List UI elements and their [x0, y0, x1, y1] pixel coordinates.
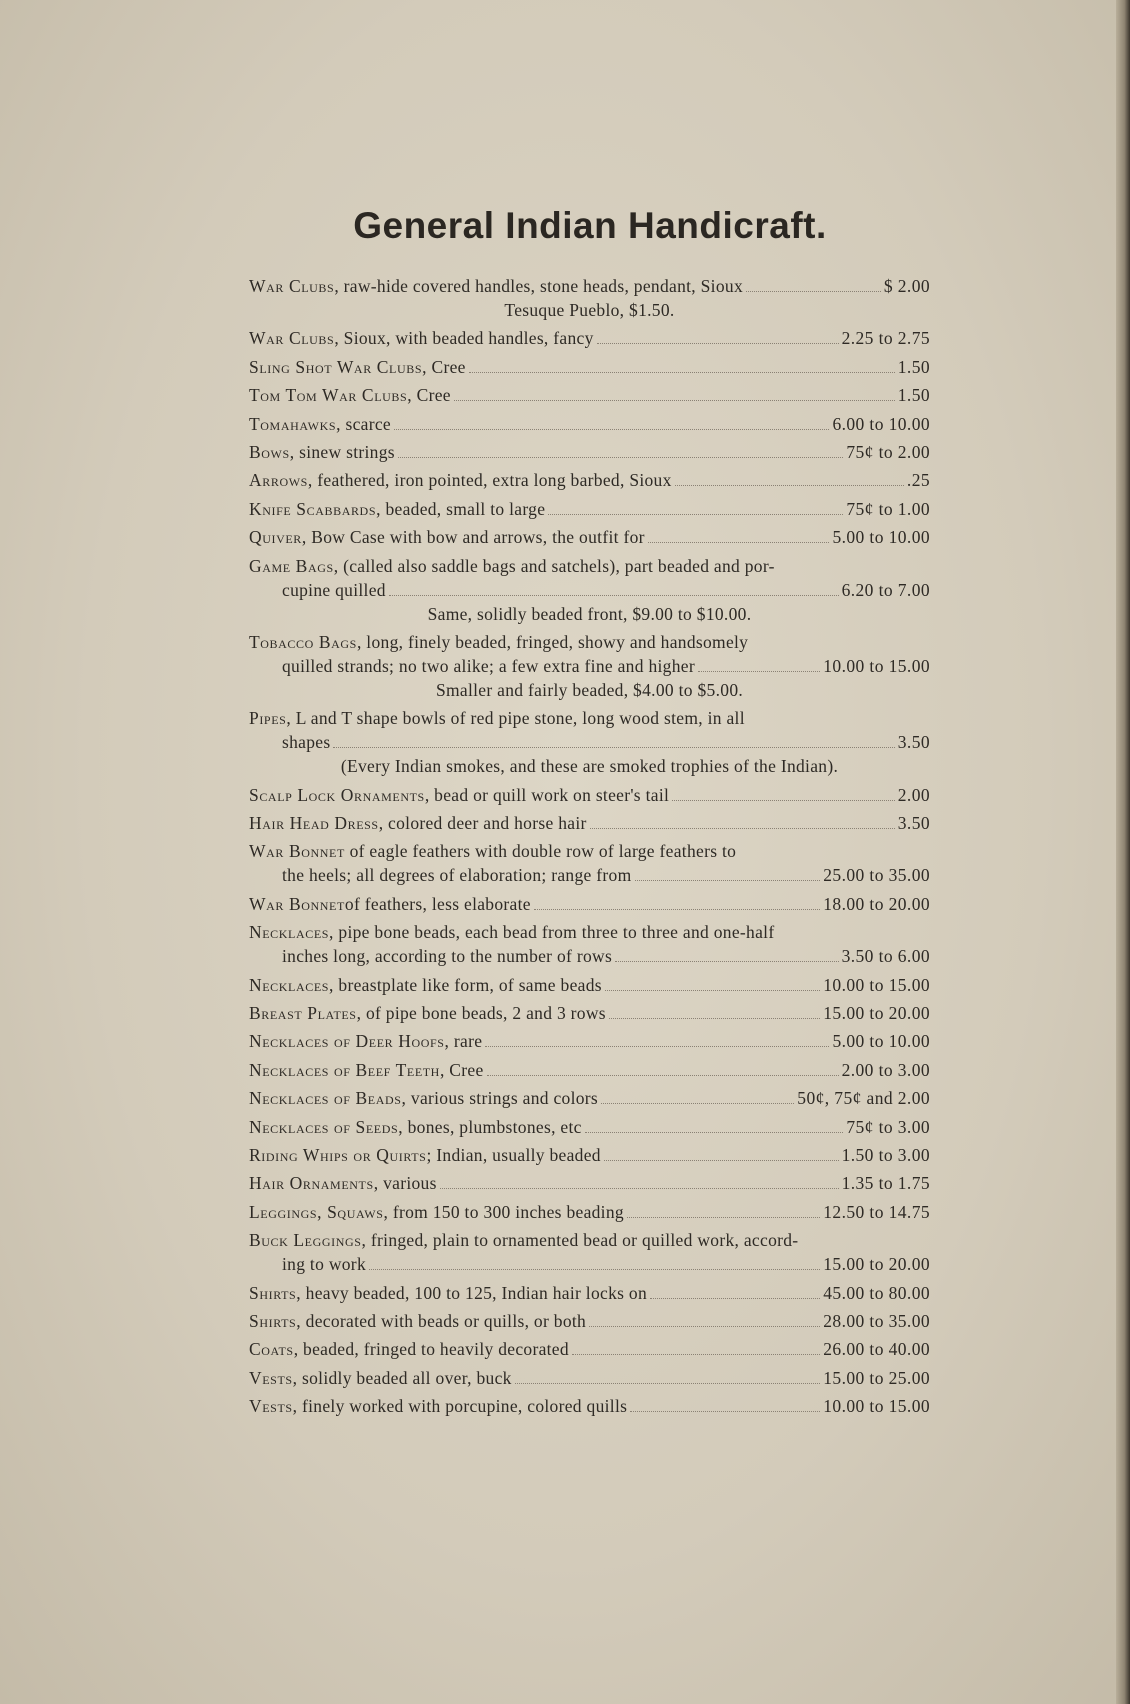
- item-price: 50¢, 75¢ and 2.00: [797, 1088, 930, 1109]
- page-edge: [1116, 0, 1130, 1704]
- item-price: 1.50 to 3.00: [841, 1144, 930, 1165]
- item-note: Same, solidly beaded front, $9.00 to $10.00.: [427, 603, 752, 624]
- item-first-line: [249, 973, 930, 997]
- item-name: Riding Whips or Quirts: [249, 1144, 427, 1165]
- item-description: , breastplate like form, of same beads: [329, 974, 602, 995]
- dot-leader: [672, 800, 895, 801]
- dot-leader: [572, 1354, 820, 1355]
- dot-leader: [548, 514, 843, 515]
- list-item: [249, 811, 930, 835]
- item-description: , various strings and colors: [401, 1088, 599, 1109]
- item-price: 6.00 to 10.00: [832, 413, 930, 434]
- item-price: 10.00 to 15.00: [823, 1396, 930, 1417]
- item-name: Pipes: [249, 708, 287, 729]
- item-description: , raw-hide covered handles, stone heads, pendant, Sioux: [334, 276, 743, 296]
- item-continuation: shapes: [282, 732, 331, 753]
- item-price: 2.00: [897, 784, 930, 805]
- item-name: Vests: [249, 1367, 293, 1388]
- item-continuation-line: [249, 654, 930, 678]
- item-first-line: [249, 497, 930, 521]
- list-item: [249, 1086, 930, 1110]
- item-name: Scalp Lock Ornaments: [249, 784, 425, 805]
- item-price: 2.00 to 3.00: [841, 1059, 930, 1080]
- item-first-line: [249, 1115, 930, 1139]
- dot-leader: [605, 990, 820, 991]
- dot-leader: [589, 1326, 820, 1327]
- list-item: [249, 1001, 930, 1025]
- item-description: , solidly beaded all over, buck: [292, 1367, 512, 1388]
- list-item: [249, 783, 930, 807]
- item-description: , heavy beaded, 100 to 125, Indian hair locks on: [296, 1282, 647, 1303]
- list-item: [249, 1029, 930, 1053]
- item-price: 75¢ to 2.00: [846, 441, 930, 462]
- item-price: 26.00 to 40.00: [823, 1339, 930, 1360]
- item-first-line: [249, 274, 930, 298]
- item-price: 18.00 to 20.00: [823, 893, 930, 914]
- item-description: , beaded, small to large: [376, 498, 546, 519]
- item-name: Shirts: [249, 1282, 297, 1303]
- list-item: [249, 274, 930, 322]
- list-item: [249, 468, 930, 492]
- dot-leader: [585, 1132, 844, 1133]
- item-price: 3.50: [897, 813, 930, 834]
- item-first-line: [249, 412, 930, 436]
- item-continuation-line: [249, 730, 930, 754]
- item-name: Sling Shot War Clubs: [249, 356, 423, 377]
- item-description: , Cree: [439, 1059, 484, 1080]
- item-description: , fringed, plain to ornamented bead or quilled work, accord-: [361, 1230, 799, 1251]
- item-description: , scarce: [336, 413, 391, 434]
- item-price: 15.00 to 25.00: [823, 1367, 930, 1388]
- item-description: of eagle feathers with double row of large feathers to: [344, 841, 737, 862]
- item-first-line: [249, 783, 930, 807]
- item-continuation: inches long, according to the number of rows: [282, 946, 613, 967]
- item-name: Arrows: [249, 470, 308, 491]
- list-item: [249, 383, 930, 407]
- item-price: 15.00 to 20.00: [823, 1003, 930, 1024]
- dot-leader: [515, 1383, 821, 1384]
- dot-leader: [630, 1411, 820, 1412]
- item-name: Bows: [249, 441, 290, 462]
- item-description: , Cree: [422, 356, 466, 377]
- item-first-line: [249, 839, 930, 863]
- list-item: [249, 839, 930, 887]
- list-item: [249, 1366, 930, 1390]
- item-price: 12.50 to 14.75: [823, 1201, 930, 1222]
- dot-leader: [333, 747, 894, 748]
- dot-leader: [394, 429, 829, 430]
- item-first-line: [249, 1309, 930, 1333]
- dot-leader: [609, 1018, 820, 1019]
- list-item: [249, 1058, 930, 1082]
- item-name: Necklaces of Beads: [249, 1088, 402, 1109]
- item-description: , feathered, iron pointed, extra long barbed, Sioux: [307, 470, 672, 491]
- item-first-line: [249, 440, 930, 464]
- item-first-line: [249, 383, 930, 407]
- item-price: 15.00 to 20.00: [823, 1254, 930, 1275]
- item-name: Buck Leggings: [249, 1230, 362, 1251]
- item-first-line: [249, 1228, 930, 1252]
- item-price: .25: [906, 470, 930, 491]
- item-name: Shirts: [249, 1310, 297, 1331]
- dot-leader: [601, 1103, 794, 1104]
- item-first-line: [249, 1366, 930, 1390]
- list-item: [249, 1337, 930, 1361]
- item-note: (Every Indian smokes, and these are smoked trophies of the Indian).: [340, 756, 839, 777]
- list-item: [249, 1171, 930, 1195]
- item-description: , colored deer and horse hair: [378, 813, 587, 834]
- item-description: , from 150 to 300 inches beading: [383, 1201, 624, 1222]
- item-first-line: [249, 892, 930, 916]
- list-item: [249, 497, 930, 521]
- item-name: Necklaces: [249, 974, 330, 995]
- dot-leader: [648, 542, 830, 543]
- item-description: , Bow Case with bow and arrows, the outfit for: [301, 527, 645, 548]
- item-name: Breast Plates: [249, 1003, 357, 1024]
- item-description: , sinew strings: [289, 441, 395, 462]
- item-description: , Sioux, with beaded handles, fancy: [334, 328, 594, 349]
- item-first-line: [249, 1058, 930, 1082]
- item-name: Quiver: [249, 527, 302, 548]
- item-first-line: [249, 1086, 930, 1110]
- list-item: [249, 1309, 930, 1333]
- item-price: 1.50: [897, 356, 930, 377]
- item-description: , finely worked with porcupine, colored quills: [292, 1396, 628, 1417]
- item-continuation-line: [249, 1252, 930, 1276]
- item-price: 3.50: [897, 732, 930, 753]
- item-name: Coats: [249, 1339, 294, 1360]
- item-first-line: [249, 468, 930, 492]
- item-description: of feathers, less elaborate: [344, 893, 531, 914]
- list-item: [249, 525, 930, 549]
- item-price: 1.50: [897, 385, 930, 406]
- item-price: 25.00 to 35.00: [823, 865, 930, 886]
- item-price: 5.00 to 10.00: [832, 1031, 930, 1052]
- dot-leader: [440, 1188, 839, 1189]
- item-first-line: [249, 554, 930, 578]
- item-name: Leggings, Squaws: [249, 1201, 384, 1222]
- list-item: [249, 355, 930, 379]
- dot-leader: [635, 880, 821, 881]
- item-name: Hair Head Dress: [249, 813, 379, 834]
- item-name: Necklaces: [249, 922, 330, 943]
- item-continuation: ing to work: [282, 1254, 366, 1275]
- list-item: [249, 412, 930, 436]
- item-description: , various: [373, 1173, 437, 1194]
- dot-leader: [369, 1269, 820, 1270]
- dot-leader: [597, 343, 839, 344]
- item-price: 75¢ to 1.00: [846, 498, 930, 519]
- item-continuation-line: [249, 944, 930, 968]
- item-price: 45.00 to 80.00: [823, 1282, 930, 1303]
- dot-leader: [389, 595, 839, 596]
- item-name: Necklaces of Beef Teeth: [249, 1059, 440, 1080]
- item-name: Hair Ornaments: [249, 1173, 374, 1194]
- dot-leader: [487, 1075, 839, 1076]
- dot-leader: [534, 909, 820, 910]
- item-price: 3.50 to 6.00: [841, 946, 930, 967]
- dot-leader: [454, 400, 895, 401]
- item-description: , beaded, fringed to heavily decorated: [293, 1339, 569, 1360]
- item-price: 2.25 to 2.75: [841, 328, 930, 349]
- list-item: [249, 554, 930, 626]
- item-description: , of pipe bone beads, 2 and 3 rows: [356, 1003, 606, 1024]
- item-description: , (called also saddle bags and satchels), part beaded and por-: [333, 555, 775, 576]
- dot-leader: [650, 1298, 820, 1299]
- item-first-line: [249, 1029, 930, 1053]
- item-price: 28.00 to 35.00: [823, 1310, 930, 1331]
- item-price: 75¢ to 3.00: [846, 1116, 930, 1137]
- item-name: War Bonnet: [249, 893, 345, 914]
- item-continuation-line: [249, 578, 930, 602]
- item-price: 10.00 to 15.00: [823, 655, 930, 676]
- item-name: Vests: [249, 1396, 293, 1417]
- list-item: [249, 1394, 930, 1418]
- list-item: [249, 973, 930, 997]
- item-first-line: [249, 1171, 930, 1195]
- item-price: 5.00 to 10.00: [832, 527, 930, 548]
- item-first-line: [249, 355, 930, 379]
- item-description: ; Indian, usually beaded: [426, 1144, 601, 1165]
- dot-leader: [675, 485, 904, 486]
- item-name: War Clubs: [249, 276, 335, 296]
- list-item: [249, 1115, 930, 1139]
- item-name: War Clubs: [249, 328, 335, 349]
- list-item: [249, 706, 930, 778]
- dot-leader: [590, 828, 895, 829]
- item-price: 1.35 to 1.75: [841, 1173, 930, 1194]
- dot-leader: [615, 961, 839, 962]
- item-first-line: [249, 706, 930, 730]
- item-first-line: [249, 1394, 930, 1418]
- price-list: [249, 274, 930, 1423]
- item-first-line: [249, 1143, 930, 1167]
- item-description: , rare: [444, 1031, 483, 1052]
- item-description: , bead or quill work on steer's tail: [424, 784, 670, 805]
- dot-leader: [746, 291, 881, 292]
- item-first-line: [249, 1337, 930, 1361]
- item-description: , long, finely beaded, fringed, showy and handsomely: [356, 631, 749, 652]
- dot-leader: [398, 457, 843, 458]
- item-note: Tesuque Pueblo, $1.50.: [504, 300, 675, 320]
- dot-leader: [485, 1046, 829, 1047]
- item-description: , pipe bone beads, each bead from three to three and one-half: [329, 922, 775, 943]
- list-item: [249, 1228, 930, 1276]
- item-description: , L and T shape bowls of red pipe stone, long wood stem, in all: [286, 708, 745, 729]
- list-item: [249, 892, 930, 916]
- item-first-line: [249, 1281, 930, 1305]
- dot-leader: [627, 1217, 820, 1218]
- item-description: , decorated with beads or quills, or both: [296, 1310, 587, 1331]
- item-first-line: [249, 1001, 930, 1025]
- item-continuation-line: [249, 863, 930, 887]
- item-first-line: [249, 811, 930, 835]
- item-name: War Bonnet: [249, 841, 345, 862]
- dot-leader: [469, 372, 895, 373]
- item-name: Game Bags: [249, 555, 334, 576]
- list-item: [249, 326, 930, 350]
- item-note: Smaller and fairly beaded, $4.00 to $5.00.: [435, 679, 744, 700]
- item-name: Necklaces of Seeds: [249, 1116, 399, 1137]
- dot-leader: [698, 671, 820, 672]
- item-first-line: [249, 326, 930, 350]
- item-first-line: [249, 1200, 930, 1224]
- item-continuation: quilled strands; no two alike; a few extra fine and higher: [282, 655, 695, 676]
- item-continuation: cupine quilled: [282, 579, 386, 600]
- list-item: [249, 630, 930, 702]
- list-item: [249, 1281, 930, 1305]
- item-name: Tomahawks: [249, 413, 337, 434]
- item-continuation: the heels; all degrees of elaboration; range from: [282, 865, 632, 886]
- page-title: General Indian Handicraft.: [353, 205, 827, 246]
- list-item: [249, 920, 930, 968]
- item-first-line: [249, 630, 930, 654]
- list-item: [249, 1143, 930, 1167]
- item-name: Necklaces of Deer Hoofs: [249, 1031, 445, 1052]
- item-price: $ 2.00: [883, 276, 930, 296]
- item-description: , Cree: [407, 385, 451, 406]
- list-item: [249, 1200, 930, 1224]
- list-item: [249, 440, 930, 464]
- item-name: Tobacco Bags: [249, 631, 357, 652]
- item-first-line: [249, 525, 930, 549]
- item-name: Knife Scabbards: [249, 498, 377, 519]
- item-name: Tom Tom War Clubs: [249, 385, 408, 406]
- item-description: , bones, plumbstones, etc: [398, 1116, 582, 1137]
- item-price: 6.20 to 7.00: [841, 579, 930, 600]
- item-price: 10.00 to 15.00: [823, 974, 930, 995]
- item-first-line: [249, 920, 930, 944]
- dot-leader: [604, 1160, 839, 1161]
